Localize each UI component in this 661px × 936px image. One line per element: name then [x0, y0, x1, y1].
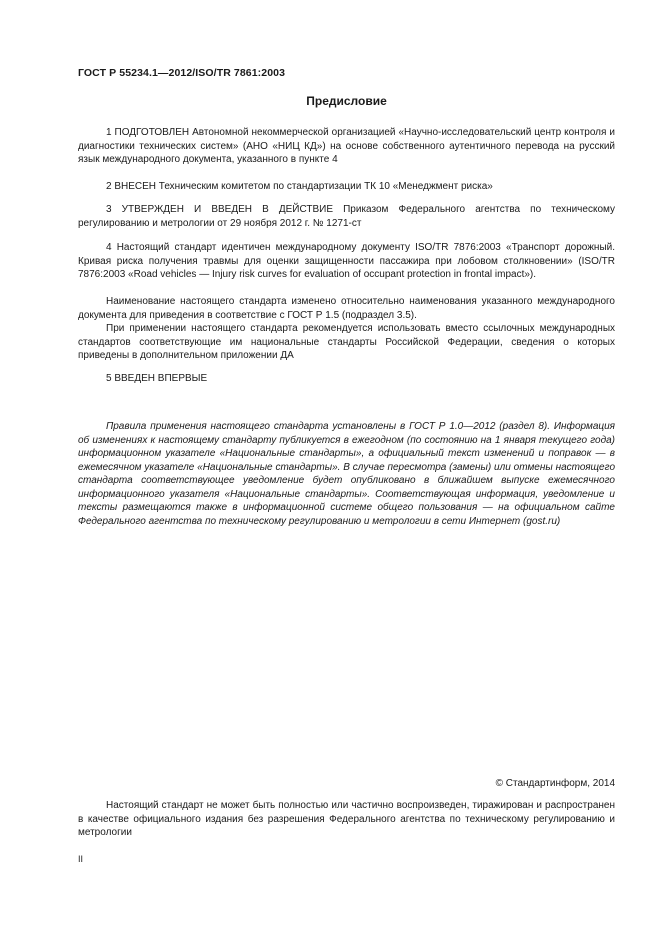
- page-number: II: [78, 854, 84, 864]
- document-code: ГОСТ Р 55234.1—2012/ISO/TR 7861:2003: [78, 67, 286, 79]
- section-4-references: При применении настоящего стандарта рекомендуется использовать вместо ссылочных международных стандартов соответствующие им национальные стандарты Российской Федерации, сведения о которых приведены в дополнительном приложении ДА: [78, 323, 615, 361]
- section-5-introduced-first: 5 ВВЕДЕН ВПЕРВЫЕ: [106, 373, 208, 384]
- section-4-name-change: Наименование настоящего стандарта изменено относительно наименования указанного международного документа для приведения в соответствие с ГОСТ Р 1.5 (подраздел 3.5).: [78, 296, 615, 321]
- section-1-prepared: 1 ПОДГОТОВЛЕН Автономной некоммерческой организацией «Научно-исследовательский центр контроля и диагностики технических систем» (АНО «НИЦ КД») на основе собственного аутентичного перевода на русский язык международного документа, указанного в пункте 4: [78, 127, 615, 165]
- section-4-identical: 4 Настоящий стандарт идентичен международному документу ISO/TR 7876:2003 «Транспорт дорожный. Кривая риска получения травмы для оценки защищенности пассажира при лобовом столкновении» (ISO/TR 7876:2003 «Road vehicles — Injury risk curves for evaluation of occupant protection in frontal impact»).: [78, 242, 615, 280]
- section-2-introduced: 2 ВНЕСЕН Техническим комитетом по стандартизации ТК 10 «Менеджмент риска»: [106, 181, 493, 192]
- reproduction-notice: Настоящий стандарт не может быть полностью или частично воспроизведен, тиражирован и распространен в качестве официального издания без разрешения Федерального агентства по техническому регулированию и метрологии: [78, 800, 615, 838]
- page-title: Предисловие: [306, 94, 387, 108]
- document-page: [78, 0, 615, 936]
- copyright-line: © Стандартинформ, 2014: [495, 778, 615, 789]
- section-3-approved: 3 УТВЕРЖДЕН И ВВЕДЕН В ДЕЙСТВИЕ Приказом Федерального агентства по техническому регулированию и метрологии от 29 ноября 2012 г. № 1271-ст: [78, 204, 615, 229]
- application-rules-notice: Правила применения настоящего стандарта установлены в ГОСТ Р 1.0—2012 (раздел 8). Информация об изменениях к настоящему стандарту публикуется в ежегодном (по состоянию на 1 января текущего года) информационном указателе «Национальные стандарты», а официальный текст изменений и поправок — в ежемесячном указателе «Национальные стандарты». В случае пересмотра (замены) или отмены настоящего стандарта соответствующее уведомление будет опубликовано в ближайшем выпуске ежемесячного информационного указателя «Национальные стандарты». Соответствующая информация, уведомление и тексты размещаются также в информационной системе общего пользования — на официальном сайте Федерального агентства по техническому регулированию и метрологии в сети Интернет (gost.ru): [78, 421, 615, 527]
